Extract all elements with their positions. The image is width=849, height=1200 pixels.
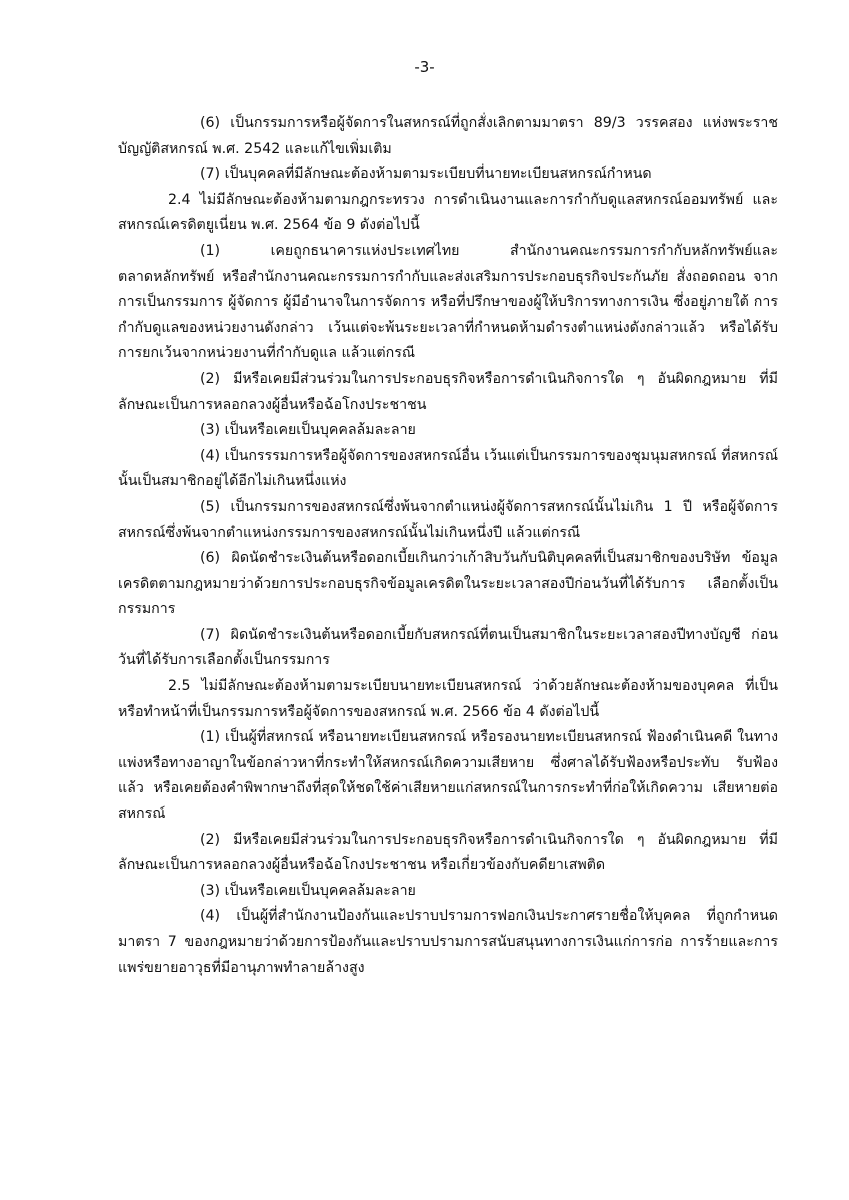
section-2-5-item-2: (2) มีหรือเคยมีส่วนร่วมในการประกอบธุรกิจหรือการดำเนินกิจการใด ๆ อันผิดกฎหมาย ที่มีลักษณะเป็นการหลอกลวงผู้อื่นหรือฉ้อโกงประชาชน หรือเกี่ยวข้องกับคดียาเสพติด (118, 831, 778, 874)
section-2-4-item-2: (2) มีหรือเคยมีส่วนร่วมในการประกอบธุรกิจหรือการดำเนินกิจการใด ๆ อันผิดกฎหมาย ที่มีลักษณะเป็นการหลอกลวงผู้อื่นหรือฉ้อโกงประชาชน (118, 370, 778, 413)
section-2-4-item-4: (4) เป็นกรรรมการหรือผู้จัดการของสหกรณ์อื่น เว้นแต่เป็นกรรมการของชุมนุมสหกรณ์ ที่สหกรณ์นั้นเป็นสมาชิกอยู่ได้อีกไม่เกินหนึ่งแห่ง (118, 447, 778, 490)
section-2-4-item-1: (1) เคยถูกธนาคารแห่งประเทศไทย สำนักงานคณะกรรมการกำกับหลักทรัพย์และ ตลาดหลักทรัพย์ หรือสำนักงานคณะกรรมการกำกับและส่งเสริมการประกอบธุรกิจประกันภัย สั่งถอดถอน จากการเป็นกรรมการ ผู้จัดการ ผู้มีอำนาจในการจัดการ หรือที่ปรึกษาของผู้ให้บริการทางการเงิน ซึ่งอยู่ภายใต้ การกำกับดูแลของหน่วยงานดังกล่าว เว้นแต่จะพ้นระยะเวลาที่กำหนดห้ามดำรงตำแหน่งดังกล่าวแล้ว หรือได้รับการยกเว้นจากหน่วยงานที่กำกับดูแล แล้วแต่กรณี (118, 242, 778, 362)
page-number: -3- (414, 58, 435, 76)
section-2-5-item-1: (1) เป็นผู้ที่สหกรณ์ หรือนายทะเบียนสหกรณ์ หรือรองนายทะเบียนสหกรณ์ ฟ้องดำเนินคดี ในทางแพ่งหรือทางอาญาในข้อกล่าวหาที่กระทำให้สหกรณ์เกิดความเสียหาย ซึ่งศาลได้รับฟ้องหรือประทับ รับฟ้องแล้ว หรือเคยต้องคำพิพากษาถึงที่สุดให้ชดใช้ค่าเสียหายแก่สหกรณ์ในการกระทำที่ก่อให้เกิดความ เสียหายต่อสหกรณ์ (118, 729, 778, 823)
section-2-4-item-5: (5) เป็นกรรมการของสหกรณ์ซึ่งพ้นจากตำแหน่งผู้จัดการสหกรณ์นั้นไม่เกิน 1 ปี หรือผู้จัดการสหกรณ์ซึ่งพ้นจากตำแหน่งกรรมการของสหกรณ์นั้นไม่เกินหนึ่งปี แล้วแต่กรณี (118, 498, 778, 541)
clause-disqualification-6: (6) เป็นกรรมการหรือผู้จัดการในสหกรณ์ที่ถูกสั่งเลิกตามมาตรา 89/3 วรรคสอง แห่งพระราชบัญญัติสหกรณ์ พ.ศ. 2542 และแก้ไขเพิ่มเติม (118, 115, 778, 157)
section-2-4-item-7: (7) ผิดนัดชำระเงินต้นหรือดอกเบี้ยกับสหกรณ์ที่ตนเป็นสมาชิกในระยะเวลาสองปีทางบัญชี ก่อนวันที่ได้รับการเลือกตั้งเป็นกรรมการ (118, 626, 778, 669)
section-2-4-heading: 2.4 ไม่มีลักษณะต้องห้ามตามกฎกระทรวง การดำเนินงานและการกำกับดูแลสหกรณ์ออมทรัพย์ และสหกรณ์เครดิตยูเนี่ยน พ.ศ. 2564 ข้อ 9 ดังต่อไปนี้ (118, 191, 778, 234)
section-2-4-item-6: (6) ผิดนัดชำระเงินต้นหรือดอกเบี้ยเกินกว่าเก้าสิบวันกับนิติบุคคลที่เป็นสมาชิกของบริษัท ข้อมูลเครดิตตามกฎหมายว่าด้วยการประกอบธุรกิจข้อมูลเครดิตในระยะเวลาสองปีก่อนวันที่ได้รับการ เลือกตั้งเป็นกรรมการ (118, 550, 778, 618)
clause-disqualification-7: (7) เป็นบุคคลที่มีลักษณะต้องห้ามตามระเบียบที่นายทะเบียนสหกรณ์กำหนด (200, 166, 652, 183)
section-2-5-item-3: (3) เป็นหรือเคยเป็นบุคคลล้มละลาย (200, 882, 416, 899)
section-2-4-item-3: (3) เป็นหรือเคยเป็นบุคคลล้มละลาย (200, 422, 416, 439)
section-2-5-item-4: (4) เป็นผู้ที่สำนักงานป้องกันและปราบปรามการฟอกเงินประกาศรายชื่อให้บุคคล ที่ถูกกำหนดมาตรา 7 ของกฎหมายว่าด้วยการป้องกันและปราบปรามการสนับสนุนทางการเงินแก่การก่อ การร้ายและการแพร่ขยายอาวุธที่มีอานุภาพทำลายล้างสูง (118, 908, 778, 976)
document-body (118, 111, 778, 981)
section-2-5-heading: 2.5 ไม่มีลักษณะต้องห้ามตามระเบียบนายทะเบียนสหกรณ์ ว่าด้วยลักษณะต้องห้ามของบุคคล ที่เป็นหรือทำหน้าที่เป็นกรรมการหรือผู้จัดการของสหกรณ์ พ.ศ. 2566 ข้อ 4 ดังต่อไปนี้ (118, 678, 778, 720)
